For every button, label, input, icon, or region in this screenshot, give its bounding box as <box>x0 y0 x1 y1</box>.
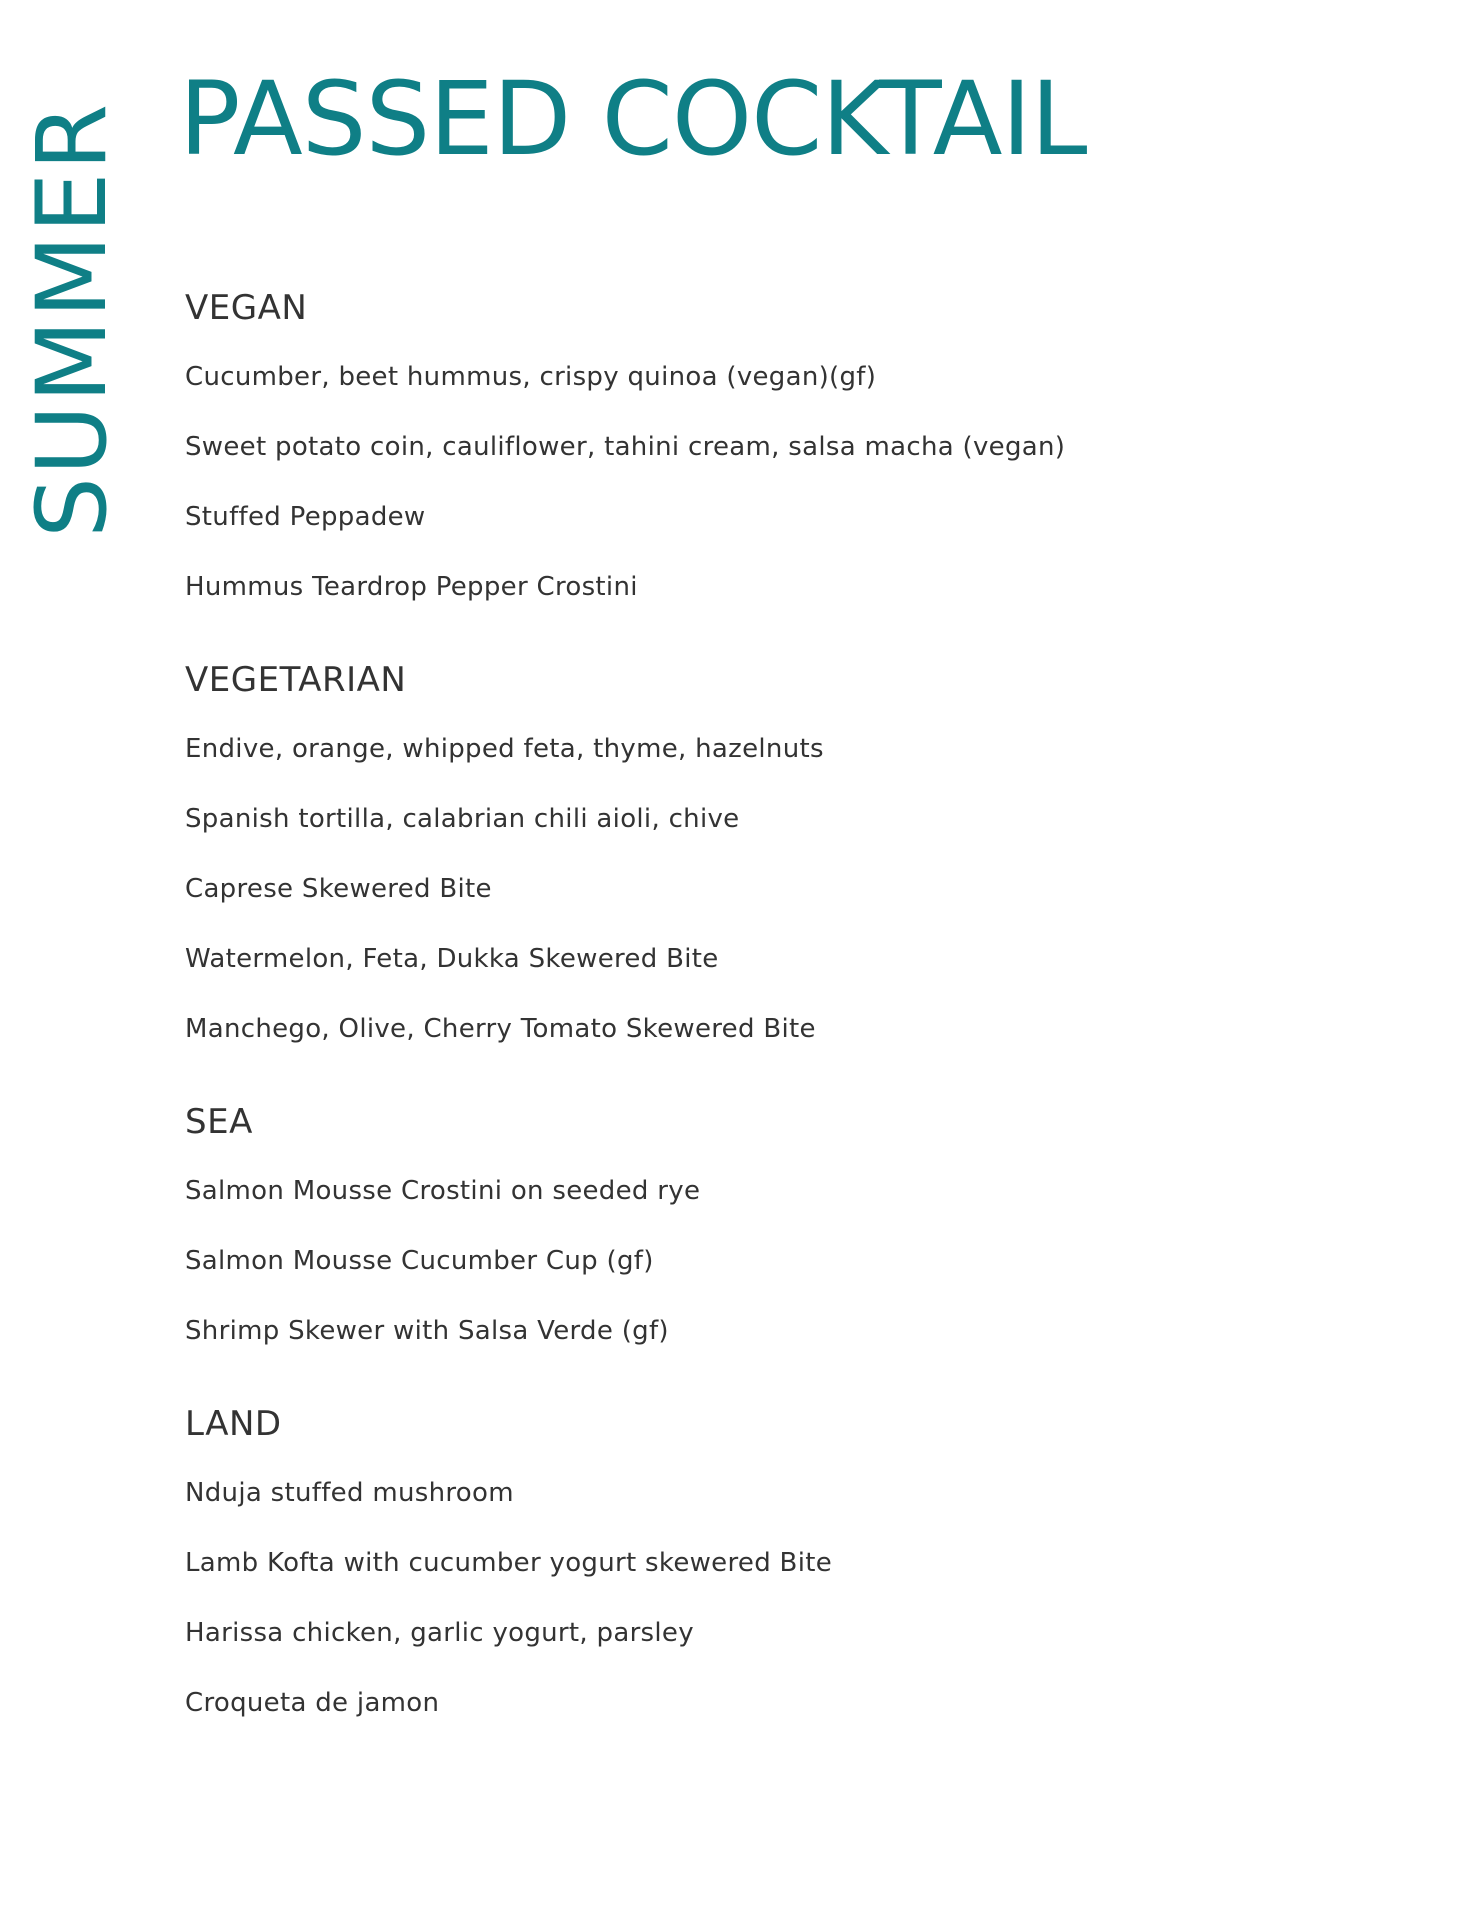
section-vegan <box>185 284 1385 622</box>
menu-item: Sweet potato coin, cauliflower, tahini cream, salsa macha (vegan) <box>185 432 1066 462</box>
section-heading: VEGAN <box>185 288 308 328</box>
menu-body <box>185 284 1385 1772</box>
menu-item: Spanish tortilla, calabrian chili aioli, chive <box>185 804 740 834</box>
menu-item: Salmon Mousse Cucumber Cup (gf) <box>185 1246 654 1276</box>
section-heading: VEGETARIAN <box>185 660 407 700</box>
section-sea <box>185 1098 1385 1366</box>
page-title: PASSED COCKTAIL <box>179 60 1087 179</box>
section-land <box>185 1400 1385 1738</box>
menu-item: Caprese Skewered Bite <box>185 874 492 904</box>
section-heading: LAND <box>185 1404 282 1444</box>
menu-item: Hummus Teardrop Pepper Crostini <box>185 572 638 602</box>
menu-item: Cucumber, beet hummus, crispy quinoa (vegan)(gf) <box>185 362 877 392</box>
menu-item: Nduja stuffed mushroom <box>185 1478 514 1508</box>
menu-item: Watermelon, Feta, Dukka Skewered Bite <box>185 944 719 974</box>
menu-item: Croqueta de jamon <box>185 1688 440 1718</box>
menu-item: Manchego, Olive, Cherry Tomato Skewered Bite <box>185 1014 816 1044</box>
menu-item: Stuffed Peppadew <box>185 502 426 532</box>
menu-item: Salmon Mousse Crostini on seeded rye <box>185 1176 701 1206</box>
menu-item: Lamb Kofta with cucumber yogurt skewered Bite <box>185 1548 833 1578</box>
menu-item: Harissa chicken, garlic yogurt, parsley <box>185 1618 694 1648</box>
section-vegetarian <box>185 656 1385 1064</box>
menu-item: Shrimp Skewer with Salsa Verde (gf) <box>185 1316 669 1346</box>
menu-item: Endive, orange, whipped feta, thyme, hazelnuts <box>185 734 824 764</box>
section-heading: SEA <box>185 1102 253 1142</box>
season-label: SUMMER <box>16 101 128 538</box>
